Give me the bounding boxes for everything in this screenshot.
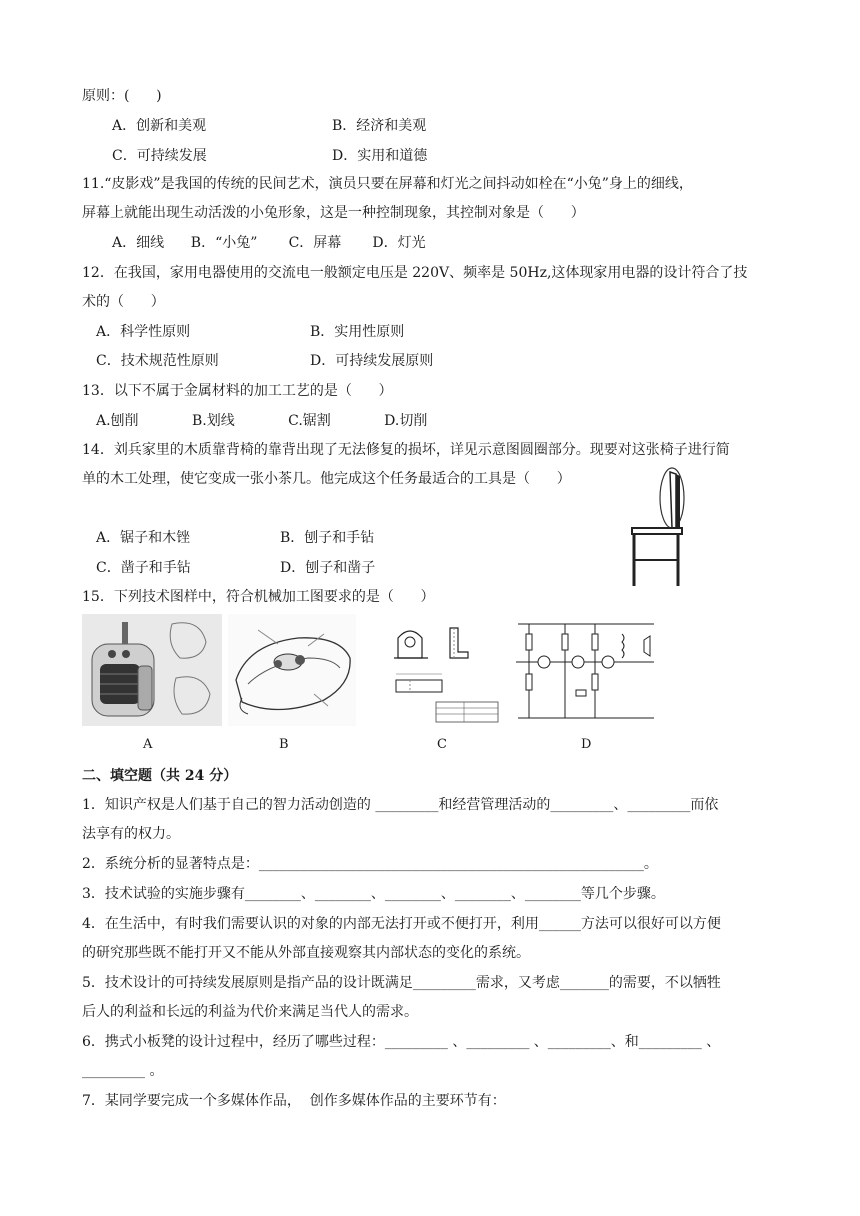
q13-options: A.刨削 B.划线 C.锯割 D.切削 xyxy=(96,413,428,429)
figure-d-circuit-schematic xyxy=(512,614,660,726)
chair-diagram xyxy=(620,464,700,594)
fill-q3: 3．技术试验的实施步骤有________、________、________、________、________等几个步骤。 xyxy=(82,886,665,902)
q14-option-a: A．锯子和木锉 xyxy=(96,530,191,546)
q10-option-d: D．实用和道德 xyxy=(332,148,428,164)
fill-q7: 7．某同学要完成一个多媒体作品， 创作多媒体作品的主要环节有： xyxy=(82,1093,506,1109)
q12-line1: 12．在我国，家用电器使用的交流电一般额定电压是 220V、频率是 50Hz,这体现家用电器的设计符合了技 xyxy=(82,265,748,281)
fill-q1-line1: 1．知识产权是人们基于自己的智力活动创造的 _________和经营管理活动的_________、_________而依 xyxy=(82,797,719,813)
q10-tail: 原则：( ) xyxy=(82,88,162,104)
q14-line2: 单的木工处理，使它变成一张小茶几。他完成这个任务最适合的工具是（ ） xyxy=(82,471,571,487)
fill-q5-line1: 5．技术设计的可持续发展原则是指产品的设计既满足_________需求，又考虑_______的需要，不以牺牲 xyxy=(82,975,721,991)
q12-option-b: B．实用性原则 xyxy=(310,324,405,340)
q12-option-d: D．可持续发展原则 xyxy=(310,353,434,369)
q11-options: A．细线 B．“小兔” C．屏幕 D．灯光 xyxy=(112,235,426,251)
q12-option-c: C．技术规范性原则 xyxy=(96,353,219,369)
q10-option-c: C．可持续发展 xyxy=(112,148,207,164)
q12-line2: 术的（ ） xyxy=(82,294,165,310)
q11-line1: 11.“皮影戏”是我国的传统的民间艺术，演员只要在屏幕和灯光之间抖动如栓在“小兔”身上的细线， xyxy=(82,176,693,192)
q10-option-a: A．创新和美观 xyxy=(112,118,207,134)
figure-a-label: A xyxy=(143,737,153,752)
fill-q6-line1: 6．携式小板凳的设计过程中，经历了哪些过程：_________ 、_________ 、_________、和_________ 、 xyxy=(82,1034,721,1050)
fill-q4-line2: 的研究那些既不能打开又不能从外部直接观察其内部状态的变化的系统。 xyxy=(82,945,530,961)
q12-option-a: A．科学性原则 xyxy=(96,324,191,340)
fill-q2: 2．系统分析的显著特点是：_______________________________________________________。 xyxy=(82,856,658,872)
figure-b-label: B xyxy=(279,737,289,752)
q15-line1: 15．下列技术图样中，符合机械加工图要求的是（ ） xyxy=(82,589,435,605)
q14-option-b: B．刨子和手钻 xyxy=(280,530,375,546)
figure-d-label: D xyxy=(581,737,592,752)
fill-q5-line2: 后人的利益和长远的利益为代价来满足当代人的需求。 xyxy=(82,1004,418,1020)
q14-option-c: C．凿子和手钻 xyxy=(96,560,191,576)
figure-c-label: C xyxy=(437,737,447,752)
fill-q6-line2: _________ 。 xyxy=(82,1063,164,1079)
fill-q1-line2: 法享有的权力。 xyxy=(82,826,180,842)
q11-line2: 屏幕上就能出现生动活泼的小兔形象，这是一种控制现象，其控制对象是（ ） xyxy=(82,205,585,221)
q10-option-b: B．经济和美观 xyxy=(332,118,427,134)
q13-line1: 13．以下不属于金属材料的加工工艺的是（ ） xyxy=(82,383,393,399)
figure-a-appliance-sketch xyxy=(82,614,222,726)
section-fill-in-heading: 二、填空题（共 24 分） xyxy=(82,768,238,784)
figure-c-mechanical-drawing xyxy=(384,614,502,726)
q14-option-d: D．刨子和凿子 xyxy=(280,560,376,576)
q14-line1: 14．刘兵家里的木质靠背椅的靠背出现了无法修复的损坏，详见示意图圆圈部分。现要对这张椅子进行简 xyxy=(82,442,730,458)
fill-q4-line1: 4．在生活中，有时我们需要认识的对象的内部无法打开或不便打开，利用______方法可以很好可以方便 xyxy=(82,916,721,932)
figure-b-car-sketch xyxy=(228,614,356,726)
